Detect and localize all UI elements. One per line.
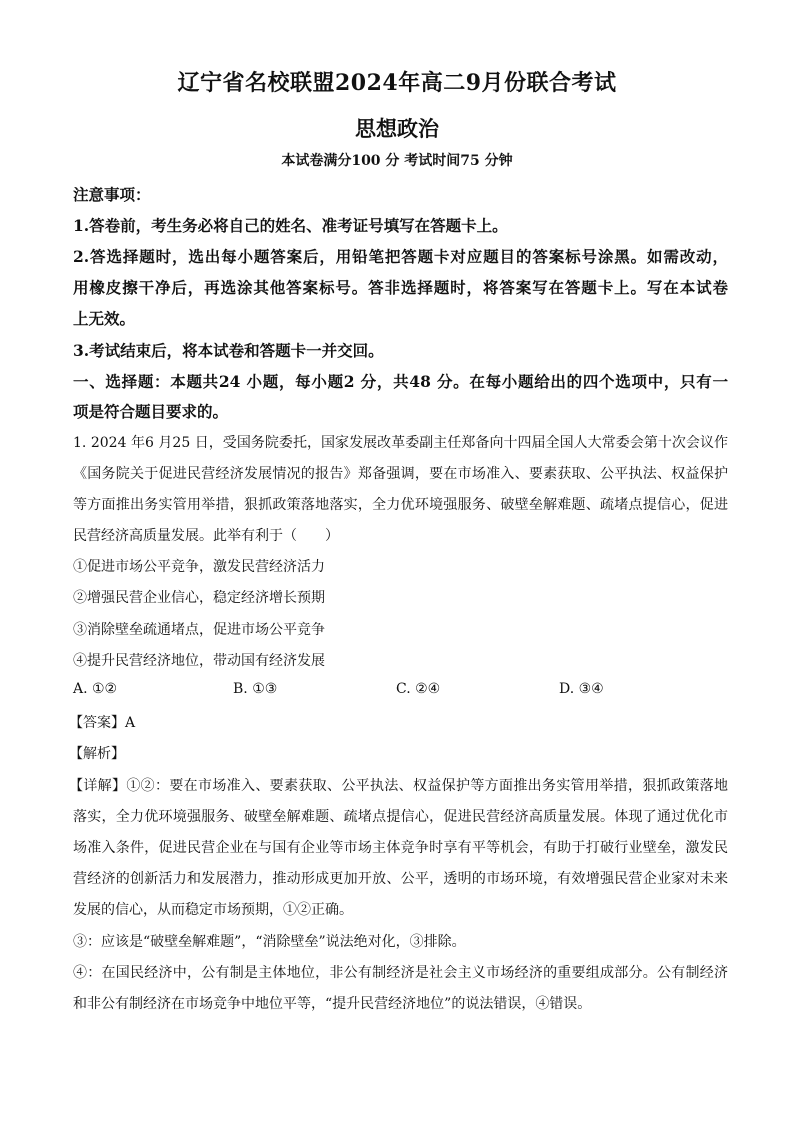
question-stem-line-1: 1. 2024 年6 月25 日，受国务院委托，国家发展改革委副主任郑备向十四届全国人大常委会第十次会议作 — [73, 435, 728, 451]
statement-3: ③消除壁垒疏通堵点，促进市场公平竞争 — [73, 622, 325, 638]
answer-label: 【答案】A — [69, 715, 136, 731]
notes-item-2-line-1: 2.答选择题时，选出每小题答案后，用铅笔把答题卡对应题目的答案标号涂黑。如需改动， — [73, 247, 728, 266]
detail-line-2: 落实，全力优环境强服务、破壁垒解难题、疏堵点提信心，促进民营经济高质量发展。体现了通过优化市 — [73, 809, 728, 825]
detail-line-6: ③：应该是“破壁垒解难题”，“消除壁垒”说法绝对化，③排除。 — [73, 934, 466, 950]
question-stem-line-2: 《国务院关于促进民营经济发展情况的报告》郑备强调，要在市场准入、要素获取、公平执法、权益保护 — [73, 466, 728, 482]
option-a: A. ①② — [73, 681, 118, 697]
detail-line-5: 发展的信心，从而稳定市场预期，①②正确。 — [73, 902, 353, 918]
notes-item-1: 1.答卷前，考生务必将自己的姓名、准考证号填写在答题卡上。 — [73, 216, 508, 235]
section-heading-line-1: 一、选择题：本题共24 小题，每小题2 分，共48 分。在每小题给出的四个选项中，只有一 — [73, 372, 728, 391]
notes-item-2-line-2: 用橡皮擦干净后，再选涂其他答案标号。答非选择题时，将答案写在答题卡上。写在本试卷 — [73, 278, 728, 297]
analysis-label: 【解析】 — [69, 746, 125, 762]
notes-item-3: 3.考试结束后，将本试卷和答题卡一并交回。 — [73, 341, 384, 360]
statement-4: ④提升民营经济地位，带动国有经济发展 — [73, 653, 325, 669]
question-stem-line-4: 民营经济高质量发展。此举有利于（ ） — [73, 528, 339, 544]
exam-title: 辽宁省名校联盟2024年高二9月份联合考试 — [177, 70, 617, 96]
exam-info: 本试卷满分100 分 考试时间75 分钟 — [281, 153, 513, 169]
detail-line-8: 和非公有制经济在市场竞争中地位平等，“提升民营经济地位”的说法错误，④错误。 — [73, 996, 592, 1012]
detail-line-4: 营经济的创新活力和发展潜力，推动形成更加开放、公平，透明的市场环境，有效增强民营企业家对未来 — [73, 871, 728, 887]
exam-subject: 思想政治 — [355, 116, 439, 141]
detail-line-7: ④：在国民经济中，公有制是主体地位，非公有制经济是社会主义市场经济的重要组成部分。公有制经济 — [73, 965, 728, 981]
detail-line-3: 场准入条件，促进民营企业在与国有企业等市场主体竞争时享有平等机会，有助于打破行业壁垒，激发民 — [73, 840, 728, 856]
option-b: B. ①③ — [233, 681, 278, 697]
section-heading-line-2: 项是符合题目要求的。 — [73, 402, 229, 421]
question-stem-line-3: 等方面推出务实管用举措，狠抓政策落地落实，全力优环境强服务、破壁垒解难题、疏堵点提信心，促进 — [73, 497, 728, 513]
option-c: C. ②④ — [396, 681, 441, 697]
statement-2: ②增强民营企业信心，稳定经济增长预期 — [73, 590, 325, 606]
statement-1: ①促进市场公平竞争，激发民营经济活力 — [73, 559, 325, 575]
answer-options — [73, 681, 728, 701]
option-d: D. ③④ — [559, 681, 604, 697]
notes-heading: 注意事项： — [73, 185, 151, 204]
detail-line-1: 【详解】①②：要在市场准入、要素获取、公平执法、权益保护等方面推出务实管用举措，狠抓政策落地 — [69, 778, 728, 794]
notes-item-2-line-3: 上无效。 — [73, 309, 136, 328]
